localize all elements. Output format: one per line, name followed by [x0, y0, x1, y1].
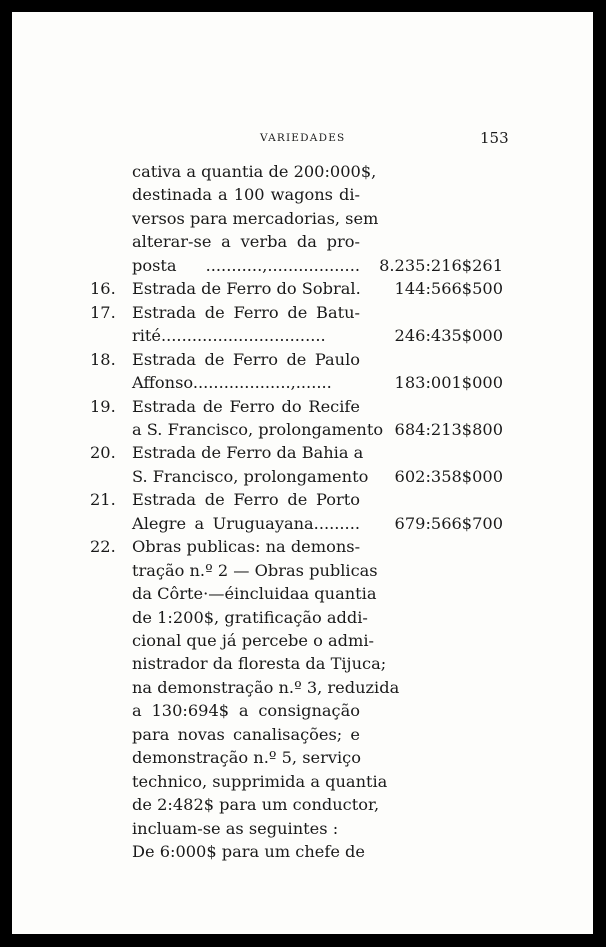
entry-text: tração n.º 2 — Obras publicas: [132, 560, 378, 580]
entry-line: [12, 183, 593, 207]
entry-text: Estrada de Ferro do Recife: [132, 396, 360, 416]
entry-line: [12, 629, 593, 653]
entry-number: 21.: [90, 490, 116, 510]
entry-line: [12, 395, 593, 419]
entry-amount: 144:566$500: [394, 279, 503, 299]
entry-number: 16.: [90, 279, 116, 299]
entry-amount: 679:566$700: [394, 513, 503, 533]
entry-text: cional que já percebe o admi-: [132, 631, 375, 650]
entry-line: [12, 606, 593, 630]
entry-line: [12, 582, 593, 606]
entry-text: de 2:482$ para um conductor,: [132, 795, 380, 815]
entry-line: [12, 559, 593, 583]
entry-text: De 6:000$ para um chefe de: [132, 842, 365, 862]
entry-text: Obras publicas: na demons-: [132, 537, 361, 557]
entry-line: [12, 465, 593, 489]
entry-text: de 1:200$, gratificação addi-: [132, 607, 368, 627]
entry-amount: 602:358$000: [394, 466, 503, 486]
entry-text: Estrada de Ferro de Paulo: [132, 349, 360, 369]
entry-text: Affonso...................,.......: [132, 373, 332, 393]
entry-text: alterar-se a verba da pro-: [132, 232, 360, 252]
entry-text: Estrada de Ferro de Porto: [132, 490, 360, 510]
page-number: 153: [480, 129, 509, 147]
entry-amount: 183:001$000: [394, 373, 503, 393]
entry-line: [12, 324, 593, 348]
entry-line: [12, 207, 593, 231]
entry-text: nistrador da floresta da Tijuca;: [132, 654, 387, 674]
entry-line: [12, 348, 593, 372]
entry-text: cativa a quantia de 200:000$,: [132, 162, 377, 181]
entry-line: [12, 770, 593, 794]
book-page: [12, 12, 593, 934]
entry-line: [12, 840, 593, 864]
entry-line: [12, 441, 593, 465]
entry-line: [12, 817, 593, 841]
entry-line: [12, 746, 593, 770]
entry-number: 22.: [90, 537, 116, 557]
entry-text: versos para mercadorias, sem: [132, 208, 379, 228]
entry-text: a S. Francisco, prolongamento: [132, 419, 384, 439]
entry-text: Estrada de Ferro da Bahia a: [132, 443, 364, 463]
entry-text: a 130:694$ a consignação: [132, 701, 360, 721]
entry-text: Estrada de Ferro do Sobral.: [132, 279, 361, 299]
entry-text: Estrada de Ferro de Batu-: [132, 302, 360, 322]
entry-line: [12, 418, 593, 442]
entry-line: [12, 254, 593, 278]
entry-text: incluam-se as seguintes :: [132, 818, 339, 838]
entry-text: S. Francisco, prolongamento: [132, 466, 369, 486]
entry-text: demonstração n.º 5, serviço: [132, 748, 361, 768]
entry-line: [12, 230, 593, 254]
entry-number: 17.: [90, 302, 116, 322]
entry-line: [12, 535, 593, 559]
entry-line: [12, 488, 593, 512]
entry-number: 20.: [90, 443, 116, 463]
entry-amount: 8.235:216$261: [379, 255, 503, 275]
entry-amount: 684:213$800: [394, 419, 503, 439]
entry-number: 19.: [90, 396, 116, 416]
entry-line: [12, 676, 593, 700]
entry-line: [12, 723, 593, 747]
entry-line: [12, 699, 593, 723]
entry-number: 18.: [90, 349, 116, 369]
running-head: [12, 129, 593, 150]
running-title: VARIEDADES: [260, 132, 346, 144]
entry-line: [12, 371, 593, 395]
entry-text: rité................................: [132, 326, 326, 346]
entry-text: Alegre a Uruguayana.........: [132, 513, 360, 533]
entry-line: [12, 301, 593, 325]
entry-text: technico, supprimida a quantia: [132, 771, 388, 791]
entry-line: [12, 793, 593, 817]
entry-line: [12, 160, 593, 184]
entry-line: [12, 652, 593, 676]
entry-line: [12, 512, 593, 536]
entry-text: destinada a 100 wagons di-: [132, 185, 360, 205]
entry-line: [12, 277, 593, 301]
entry-text: posta ...........,..................: [132, 255, 360, 275]
entry-text: na demonstração n.º 3, reduzida: [132, 677, 400, 697]
entry-text: da Côrte·—éincluidaa quantia: [132, 584, 377, 604]
entry-text: para novas canalisações; e: [132, 724, 360, 744]
entry-amount: 246:435$000: [394, 326, 503, 346]
